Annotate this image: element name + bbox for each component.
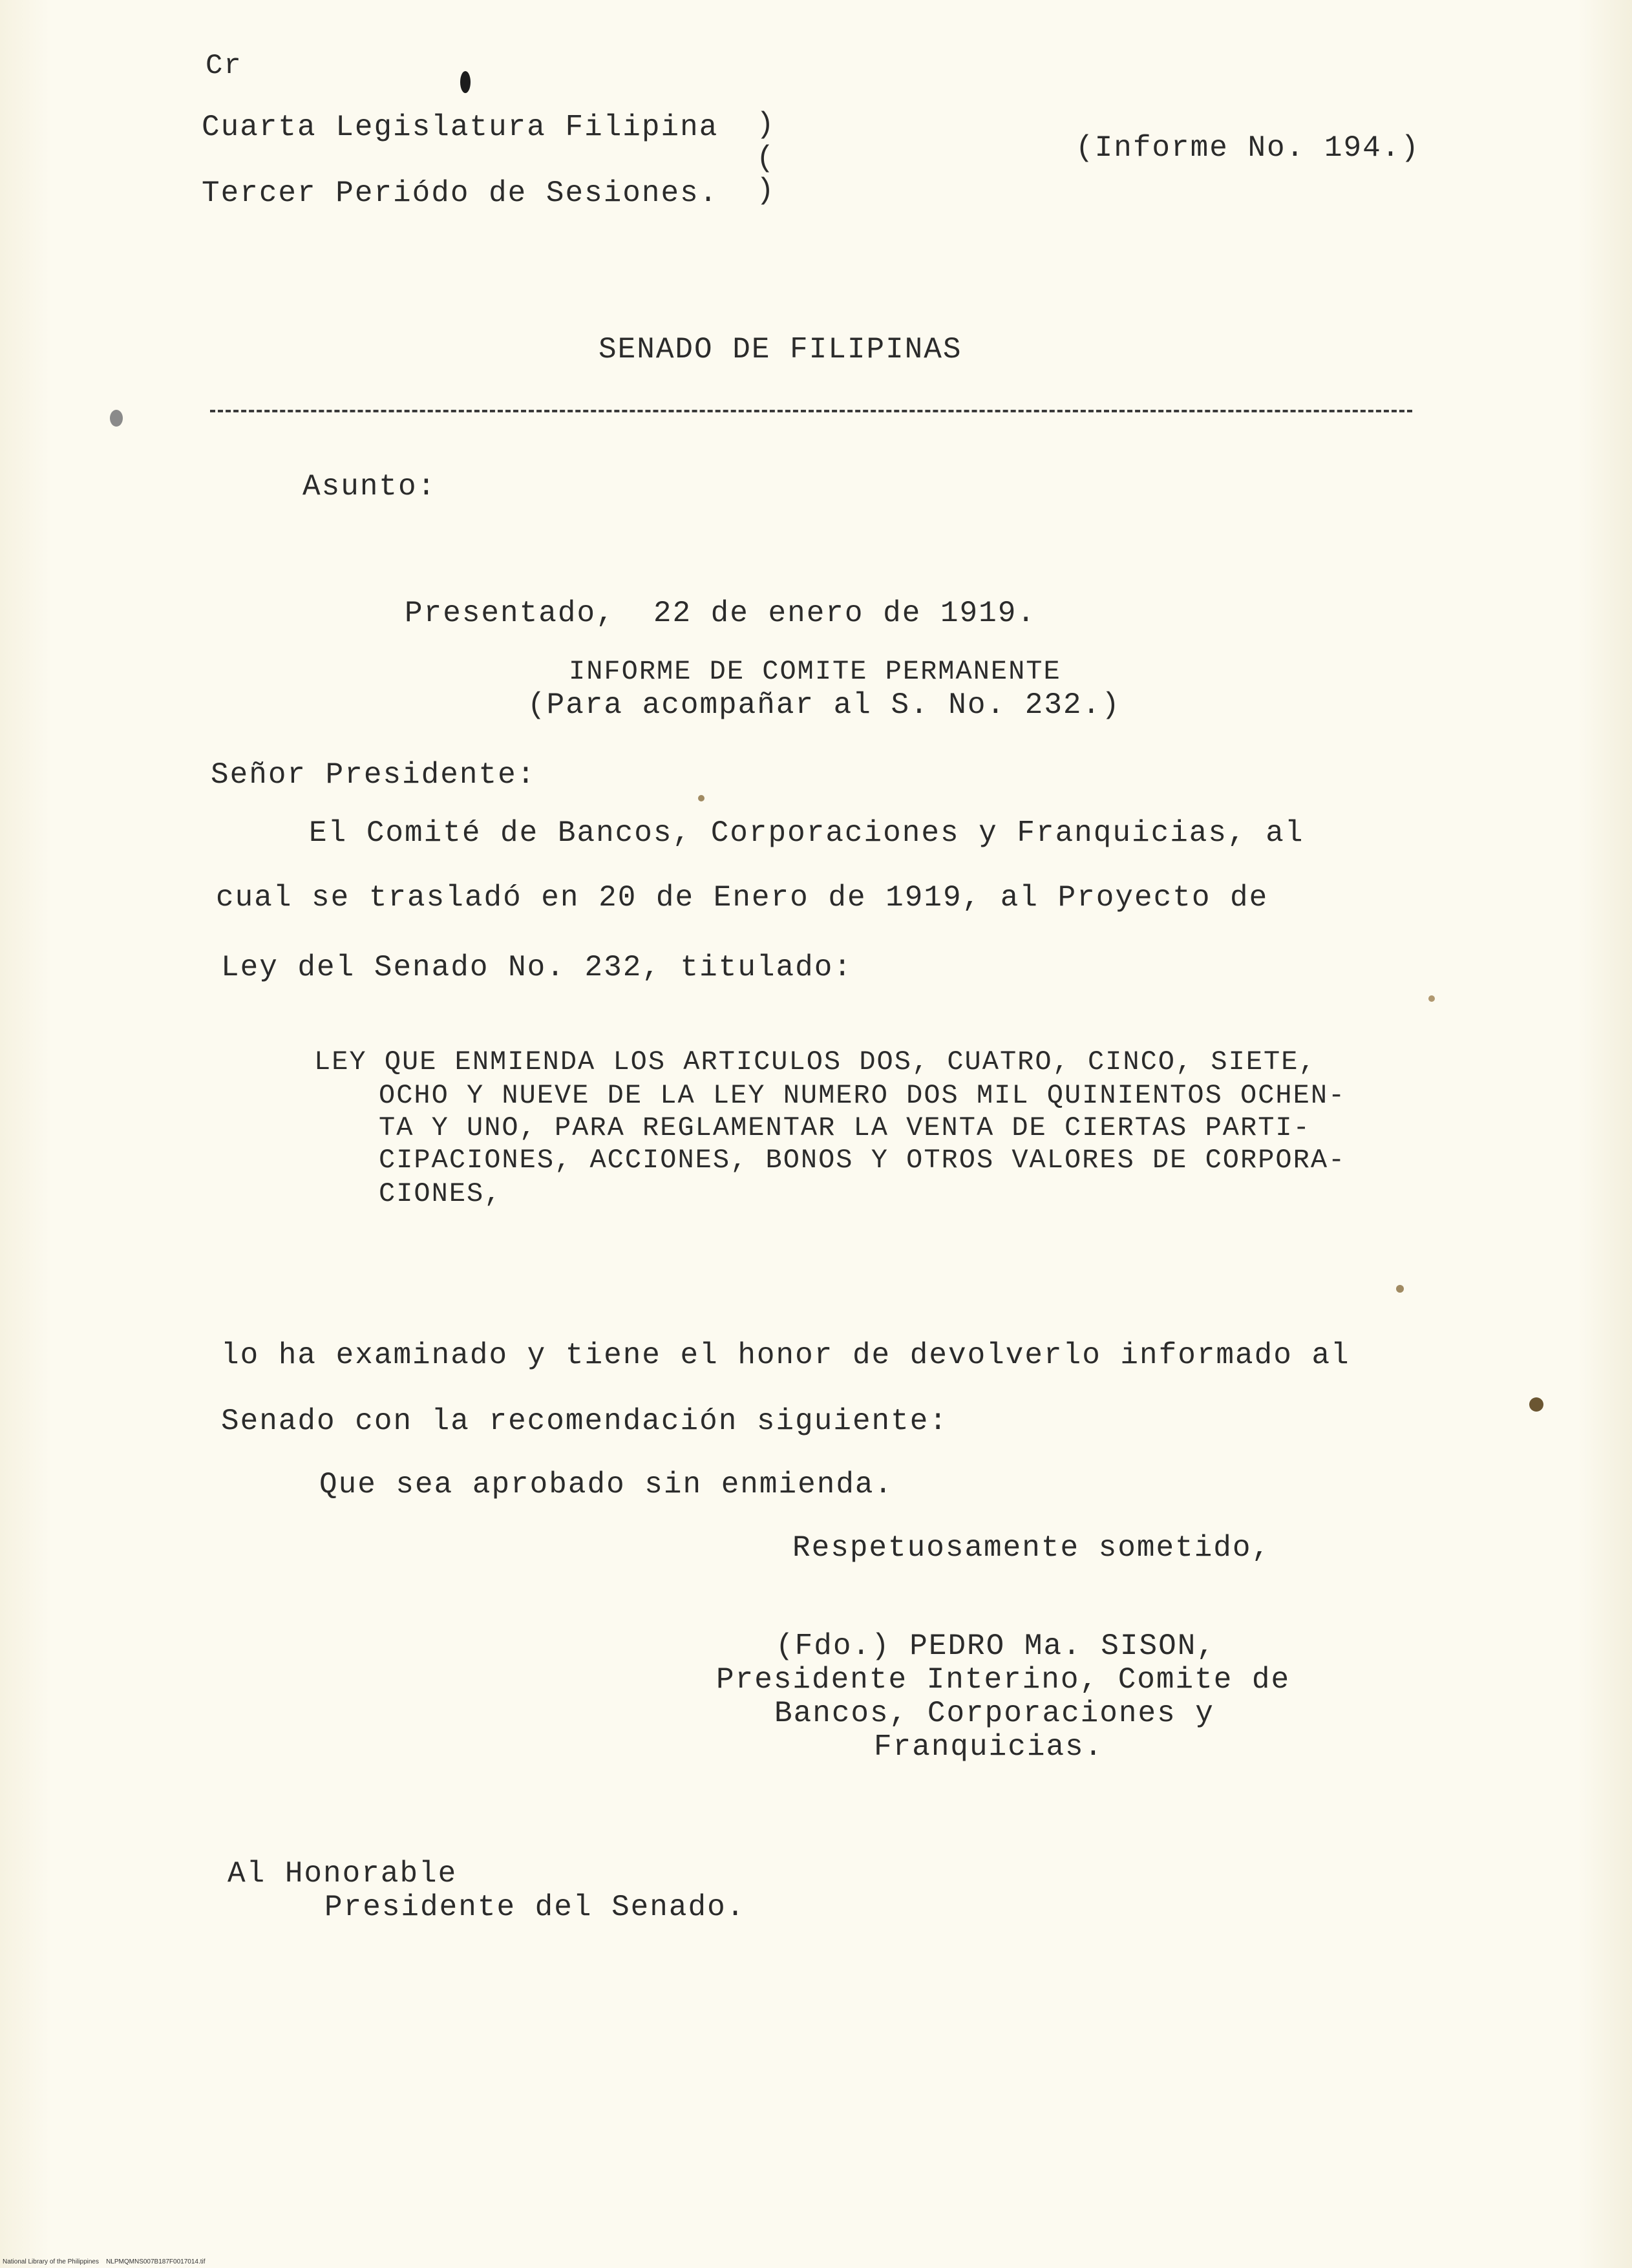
bracket-mid: ( bbox=[756, 142, 776, 175]
bill-title-line-3: TA Y UNO, PARA REGLAMENTAR LA VENTA DE CIERTAS PARTI- bbox=[379, 1112, 1311, 1143]
bracket-top: ) bbox=[756, 108, 776, 142]
bill-title-line-4: CIPACIONES, ACCIONES, BONOS Y OTROS VALORES DE CORPORA- bbox=[379, 1145, 1346, 1176]
signature-line-2: Presidente Interino, Comite de bbox=[716, 1663, 1291, 1697]
document-title: SENADO DE FILIPINAS bbox=[599, 333, 962, 366]
report-heading: INFORME DE COMITE PERMANENTE bbox=[569, 656, 1061, 687]
addressee-line-2: Presidente del Senado. bbox=[324, 1891, 746, 1924]
footer-caption: National Library of the Philippines NLPMQMNS007B187F0017014.tif bbox=[3, 2258, 206, 2265]
bracket-bottom: ) bbox=[756, 174, 776, 207]
addressee-line-1: Al Honorable bbox=[228, 1857, 458, 1891]
body-line-1: El Comité de Bancos, Corporaciones y Franquicias, al bbox=[309, 816, 1304, 850]
salutation: Señor Presidente: bbox=[211, 758, 536, 792]
bill-title-line-1: LEY QUE ENMIENDA LOS ARTICULOS DOS, CUATRO, CINCO, SIETE, bbox=[314, 1046, 1317, 1077]
bill-title-line-2: OCHO Y NUEVE DE LA LEY NUMERO DOS MIL QUINIENTOS OCHEN- bbox=[379, 1080, 1346, 1111]
body-line-2: cual se trasladó en 20 de Enero de 1919, al Proyecto de bbox=[216, 881, 1269, 915]
conclusion-line-2: Senado con la recomendación siguiente: bbox=[221, 1404, 948, 1438]
conclusion-line-1: lo ha examinado y tiene el honor de devolverlo informado al bbox=[221, 1339, 1350, 1372]
foxing-spot bbox=[698, 795, 705, 801]
smudge-mark bbox=[110, 410, 123, 427]
ink-blot bbox=[460, 71, 471, 93]
recommendation: Que sea aprobado sin enmienda. bbox=[319, 1468, 894, 1501]
corner-mark: Cr bbox=[206, 50, 242, 82]
report-number: (Informe No. 194.) bbox=[1076, 131, 1420, 165]
presented-date: Presentado, 22 de enero de 1919. bbox=[405, 597, 1036, 630]
signature-line-3: Bancos, Corporaciones y bbox=[774, 1697, 1214, 1730]
body-line-3: Ley del Senado No. 232, titulado: bbox=[221, 951, 853, 984]
report-subheading: (Para acompañar al S. No. 232.) bbox=[527, 688, 1121, 722]
closing: Respetuosamente sometido, bbox=[792, 1531, 1271, 1565]
dashed-divider bbox=[210, 410, 1412, 412]
foxing-spot bbox=[1529, 1397, 1543, 1412]
subject-label: Asunto: bbox=[302, 470, 437, 503]
signature-line-1: (Fdo.) PEDRO Ma. SISON, bbox=[776, 1629, 1216, 1663]
foxing-spot bbox=[1428, 995, 1435, 1002]
legislature-line: Cuarta Legislatura Filipina bbox=[202, 111, 719, 144]
foxing-spot bbox=[1396, 1285, 1404, 1293]
session-line: Tercer Periódo de Sesiones. bbox=[202, 176, 719, 210]
signature-line-4: Franquicias. bbox=[874, 1730, 1104, 1764]
bill-title-line-5: CIONES, bbox=[379, 1178, 502, 1209]
